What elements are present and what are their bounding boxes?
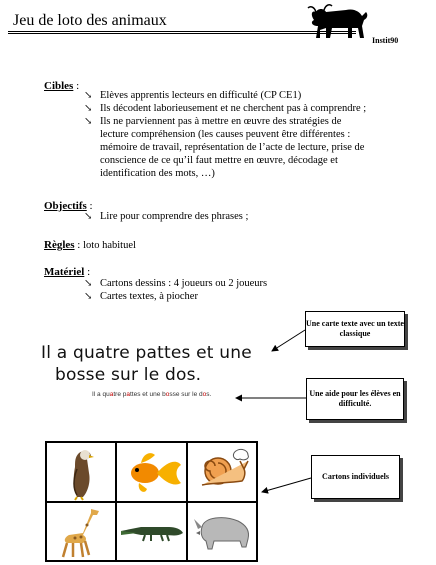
- grid-cell-goldfish: [116, 442, 186, 502]
- materiel-item-1: ↘ Cartons dessins : 4 joueurs ou 2 joueurs: [84, 278, 268, 289]
- bull-icon: [306, 2, 372, 42]
- grid-cell-crocodile: [116, 502, 186, 562]
- cibles-label: Cibles: [44, 80, 74, 92]
- cibles-item-3-cont-1: lecture compréhension (les causes peuvent être différentes :: [100, 129, 351, 140]
- regles-text: loto habituel: [83, 240, 136, 251]
- page-title: Jeu de loto des animaux: [13, 12, 167, 29]
- title-rule: [8, 31, 356, 32]
- cibles-item-3-cont-2: mémoire de travail, représentation de l’acte de lecture, prise de: [100, 142, 365, 153]
- card-text-line-2: bosse sur le dos.: [55, 365, 202, 385]
- objectifs-label: Objectifs: [44, 200, 87, 212]
- cibles-item-3-cont-4: identification des mots, …): [100, 168, 215, 179]
- regles-label: Règles: [44, 239, 75, 251]
- grid-cell-snail: [187, 442, 257, 502]
- objectifs-item-1: ↘ Lire pour comprendre des phrases ;: [84, 211, 249, 222]
- title-rule-double: [8, 33, 356, 34]
- rhinoceros-icon: [188, 503, 257, 561]
- cibles-item-3-cont-3: conscience de ce qu’il faut mettre en œuvre, décodage et: [100, 155, 338, 166]
- callout-cartons: Cartons individuels: [311, 455, 400, 499]
- section-materiel: Matériel :: [44, 266, 91, 278]
- card-aid-text: Il a quatre pattes et une bosse sur le dos.: [92, 391, 212, 398]
- cartons-grid: [45, 441, 258, 562]
- goldfish-icon: [117, 443, 186, 501]
- giraffe-icon: [47, 503, 116, 561]
- cibles-item-3: ↘ Ils ne parviennent pas à mettre en œuvre des stratégies de: [84, 116, 342, 127]
- section-objectifs: Objectifs :: [44, 200, 93, 212]
- snail-icon: [188, 443, 257, 501]
- section-regles: Règles : loto habituel: [44, 239, 136, 251]
- author-name: Instit90: [372, 36, 399, 45]
- materiel-item-2: ↘ Cartes textes, à piocher: [84, 291, 198, 302]
- eagle-icon: [47, 443, 116, 501]
- materiel-label: Matériel: [44, 266, 85, 278]
- grid-cell-rhinoceros: [187, 502, 257, 562]
- cibles-item-1: ↘ Elèves apprentis lecteurs en difficulté (CP CE1): [84, 90, 302, 101]
- crocodile-icon: [117, 503, 186, 561]
- grid-cell-eagle: [46, 442, 116, 502]
- callout-aide: Une aide pour les élèves en difficulté.: [306, 378, 404, 420]
- section-cibles: Cibles :: [44, 80, 80, 92]
- grid-cell-giraffe: [46, 502, 116, 562]
- card-text-line-1: Il a quatre pattes et une: [41, 343, 252, 363]
- callout-texte: Une carte texte avec un texte classique: [305, 311, 405, 347]
- cibles-item-2: ↘ Ils décodent laborieusement et ne cherchent pas à comprendre ;: [84, 103, 367, 114]
